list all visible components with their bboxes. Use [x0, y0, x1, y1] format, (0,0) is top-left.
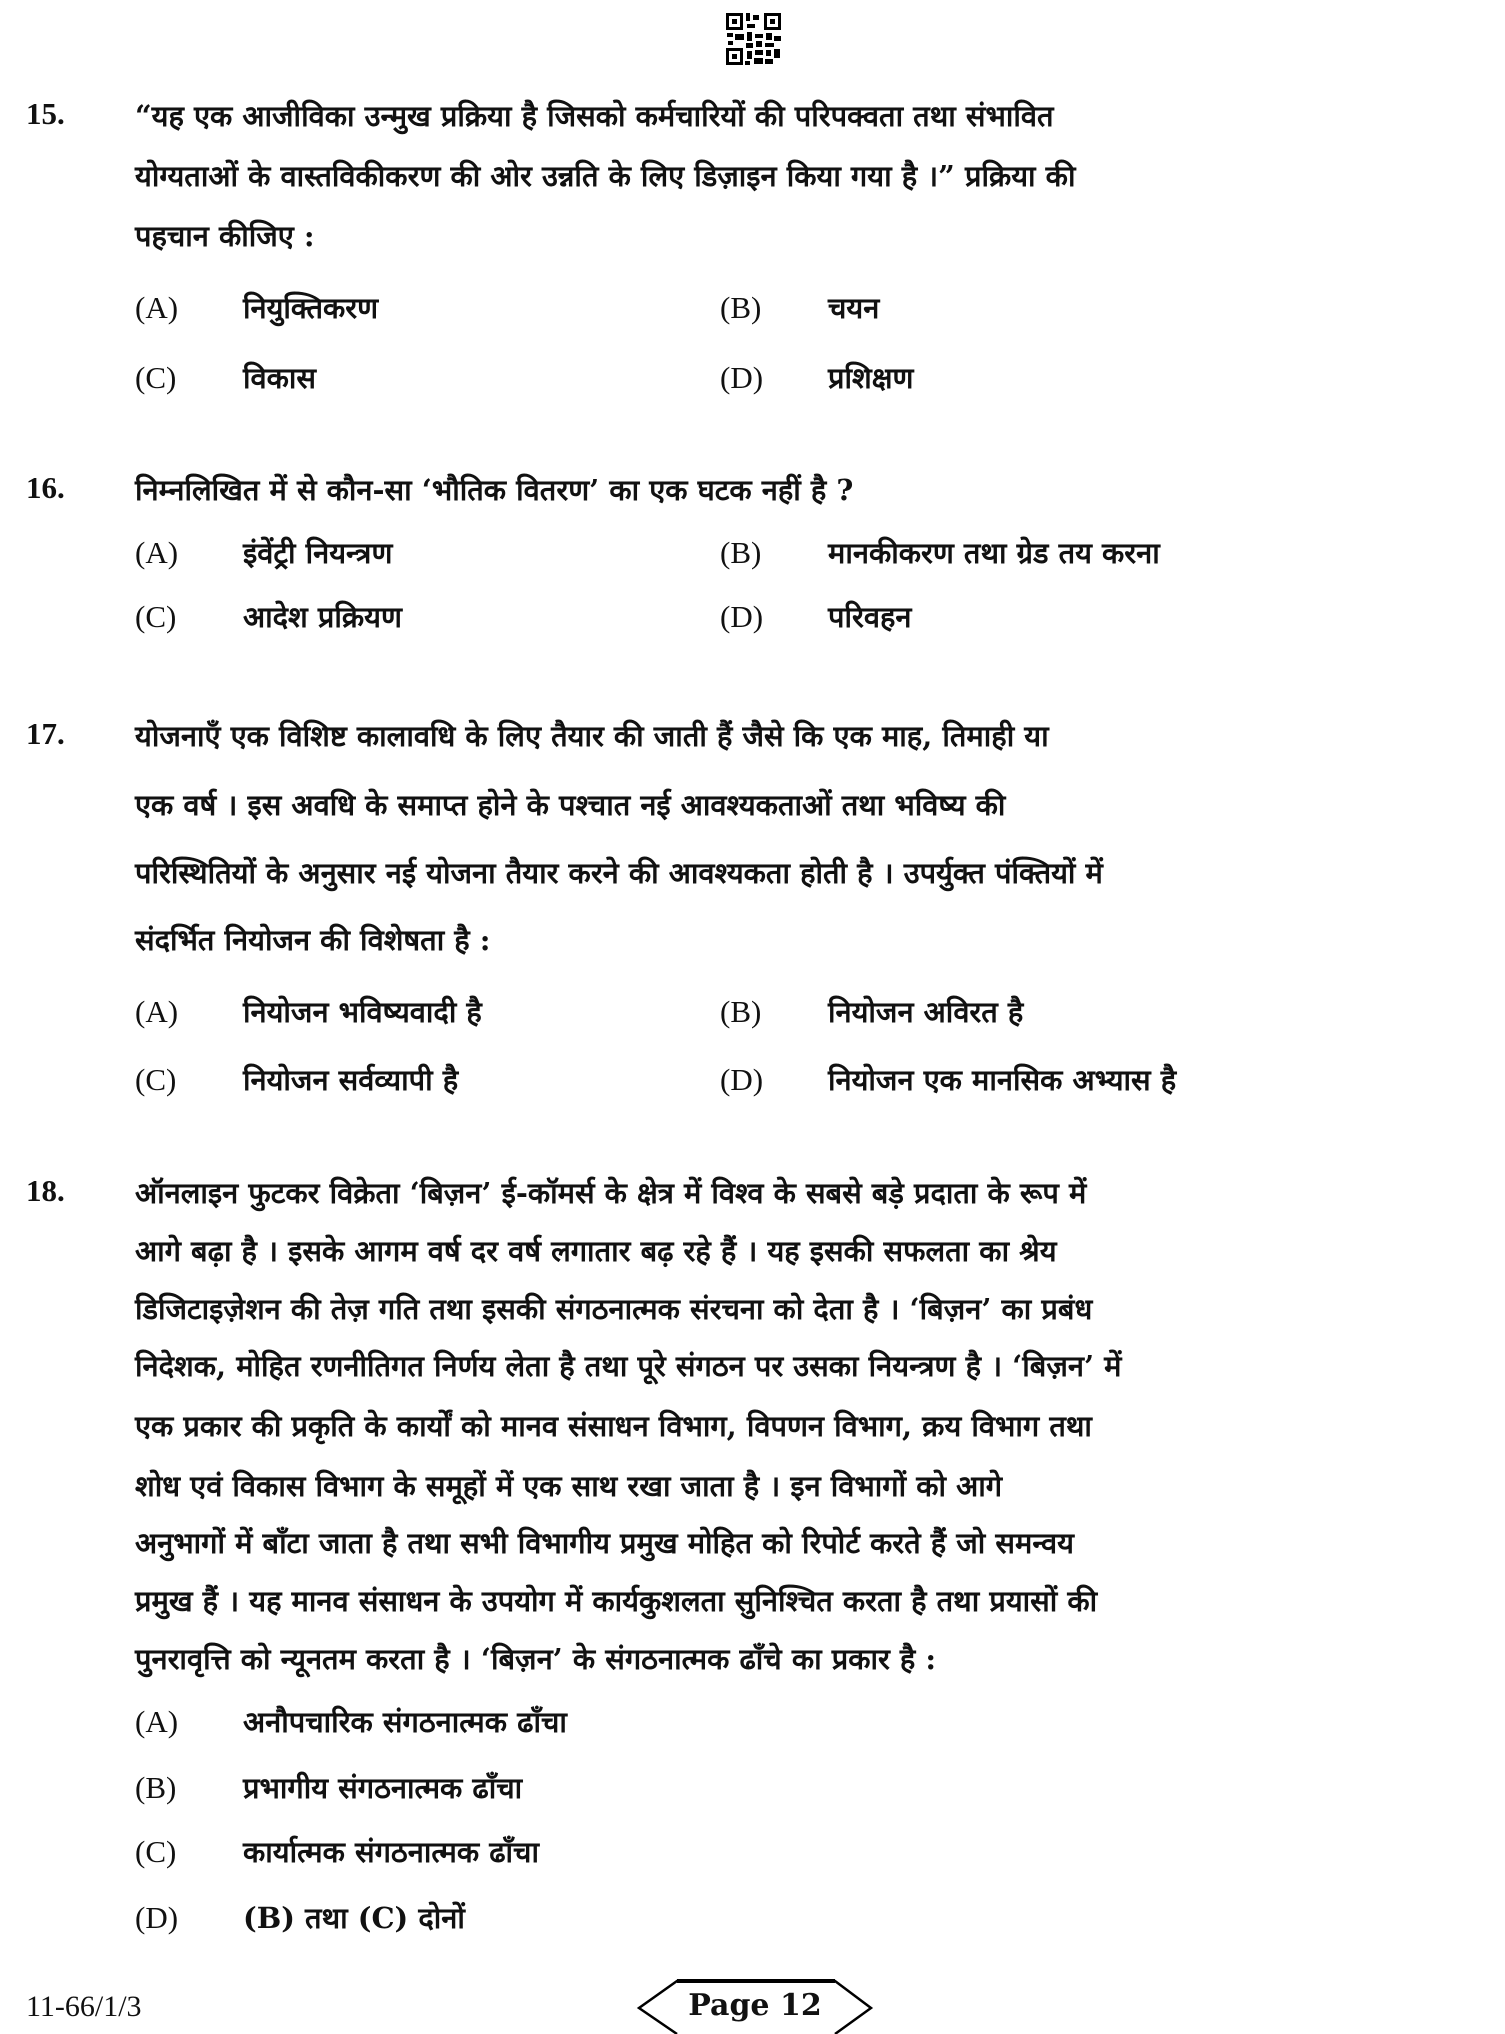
option-label: (B) — [720, 290, 762, 325]
option-a — [135, 288, 378, 327]
option-text: नियुक्तिकरण — [243, 291, 379, 325]
option-text: इंवेंट्री नियन्त्रण — [243, 536, 393, 570]
question-text-line: पुनरावृत्ति को न्यूनतम करता है । ‘बिज़न’ के संगठनात्मक ढाँचे का प्रकार है : — [135, 1642, 937, 1676]
option-label: (B) — [720, 535, 762, 570]
option-text: विकास — [243, 361, 317, 395]
option-text: प्रभागीय संगठनात्मक ढाँचा — [243, 1771, 523, 1805]
page-label: Page 12 — [688, 1988, 822, 2023]
option-b — [135, 1768, 522, 1807]
option-label: (B) — [135, 1770, 177, 1805]
question-text-line: एक प्रकार की प्रकृति के कार्यों को मानव संसाधन विभाग, विपणन विभाग, क्रय विभाग तथा — [135, 1409, 1092, 1443]
question-number: 16. — [26, 470, 65, 505]
page-number-badge — [635, 1978, 875, 2034]
option-label: (C) — [135, 360, 177, 395]
question-text-line: शोध एवं विकास विभाग के समूहों में एक साथ रखा जाता है । इन विभागों को आगे — [135, 1469, 1003, 1503]
option-label: (A) — [135, 535, 179, 570]
option-label: (D) — [135, 1900, 179, 1935]
option-label: (D) — [720, 1062, 764, 1097]
question-text-line: डिजिटाइज़ेशन की तेज़ गति तथा इसकी संगठनात्मक संरचना को देता है । ‘बिज़न’ का प्रबंध — [135, 1292, 1093, 1326]
option-text: नियोजन सर्वव्यापी है — [243, 1063, 459, 1097]
option-label: (B) — [720, 994, 762, 1029]
question-number: 17. — [26, 716, 65, 751]
qr-code-icon — [725, 12, 782, 66]
option-text: नियोजन भविष्यवादी है — [243, 995, 482, 1029]
question-text-line: योग्यताओं के वास्तविकीकरण की ओर उन्नति के लिए डिज़ाइन किया गया है ।” प्रक्रिया की — [135, 159, 1076, 193]
option-text: प्रशिक्षण — [828, 361, 914, 395]
question-text-line: प्रमुख हैं । यह मानव संसाधन के उपयोग में कार्यकुशलता सुनिश्चित करता है तथा प्रयासों की — [135, 1584, 1098, 1618]
option-text: (B) तथा (C) दोनों — [243, 1901, 465, 1935]
option-text: परिवहन — [828, 600, 912, 634]
question-text-line: पहचान कीजिए : — [135, 219, 315, 253]
option-b — [720, 288, 879, 327]
option-label: (C) — [135, 599, 177, 634]
option-a — [135, 992, 482, 1031]
option-a — [135, 533, 392, 572]
option-text: मानकीकरण तथा ग्रेड तय करना — [828, 536, 1160, 570]
option-c — [135, 1060, 458, 1099]
question-text-line: अनुभागों में बाँटा जाता है तथा सभी विभागीय प्रमुख मोहित को रिपोर्ट करते हैं जो समन्वय — [135, 1526, 1074, 1560]
option-label: (A) — [135, 1704, 179, 1739]
question-text-line: परिस्थितियों के अनुसार नई योजना तैयार करने की आवश्यकता होती है । उपर्युक्त पंक्तियों में — [135, 856, 1103, 890]
question-text-line: आगे बढ़ा है । इसके आगम वर्ष दर वर्ष लगातार बढ़ रहे हैं । यह इसकी सफलता का श्रेय — [135, 1234, 1057, 1268]
question-text-line: “यह एक आजीविका उन्मुख प्रक्रिया है जिसको कर्मचारियों की परिपक्वता तथा संभावित — [135, 99, 1054, 133]
option-label: (A) — [135, 290, 179, 325]
question-number: 15. — [26, 96, 65, 131]
option-d — [720, 597, 911, 636]
option-c — [135, 597, 402, 636]
option-text: नियोजन एक मानसिक अभ्यास है — [828, 1063, 1177, 1097]
option-d — [720, 358, 914, 397]
option-text: चयन — [828, 291, 880, 325]
option-label: (D) — [720, 599, 764, 634]
option-label: (C) — [135, 1834, 177, 1869]
option-a — [135, 1702, 567, 1741]
question-text-line: एक वर्ष । इस अवधि के समाप्त होने के पश्चात नई आवश्यकताओं तथा भविष्य की — [135, 788, 1006, 822]
question-text-line: संदर्भित नियोजन की विशेषता है : — [135, 923, 491, 957]
option-c — [135, 1832, 539, 1871]
paper-code: 11-66/1/3 — [26, 1990, 142, 2023]
option-text: कार्यात्मक संगठनात्मक ढाँचा — [243, 1835, 539, 1869]
question-number: 18. — [26, 1173, 65, 1208]
question-text-line: निदेशक, मोहित रणनीतिगत निर्णय लेता है तथा पूरे संगठन पर उसका नियन्त्रण है । ‘बिज़न’ में — [135, 1349, 1122, 1383]
option-label: (A) — [135, 994, 179, 1029]
option-text: अनौपचारिक संगठनात्मक ढाँचा — [243, 1705, 567, 1739]
question-text-line: योजनाएँ एक विशिष्ट कालावधि के लिए तैयार की जाती हैं जैसे कि एक माह, तिमाही या — [135, 719, 1049, 753]
option-d — [720, 1060, 1176, 1099]
option-d — [135, 1898, 465, 1937]
option-label: (C) — [135, 1062, 177, 1097]
question-text-line: निम्नलिखित में से कौन-सा ‘भौतिक वितरण’ का एक घटक नहीं है ? — [135, 473, 854, 507]
option-text: आदेश प्रक्रियण — [243, 600, 402, 634]
option-text: नियोजन अविरत है — [828, 995, 1024, 1029]
option-b — [720, 992, 1023, 1031]
question-text-line: ऑनलाइन फुटकर विक्रेता ‘बिज़न’ ई-कॉमर्स के क्षेत्र में विश्व के सबसे बड़े प्रदाता के रूप में — [135, 1176, 1087, 1210]
option-label: (D) — [720, 360, 764, 395]
option-c — [135, 358, 316, 397]
option-b — [720, 533, 1160, 572]
